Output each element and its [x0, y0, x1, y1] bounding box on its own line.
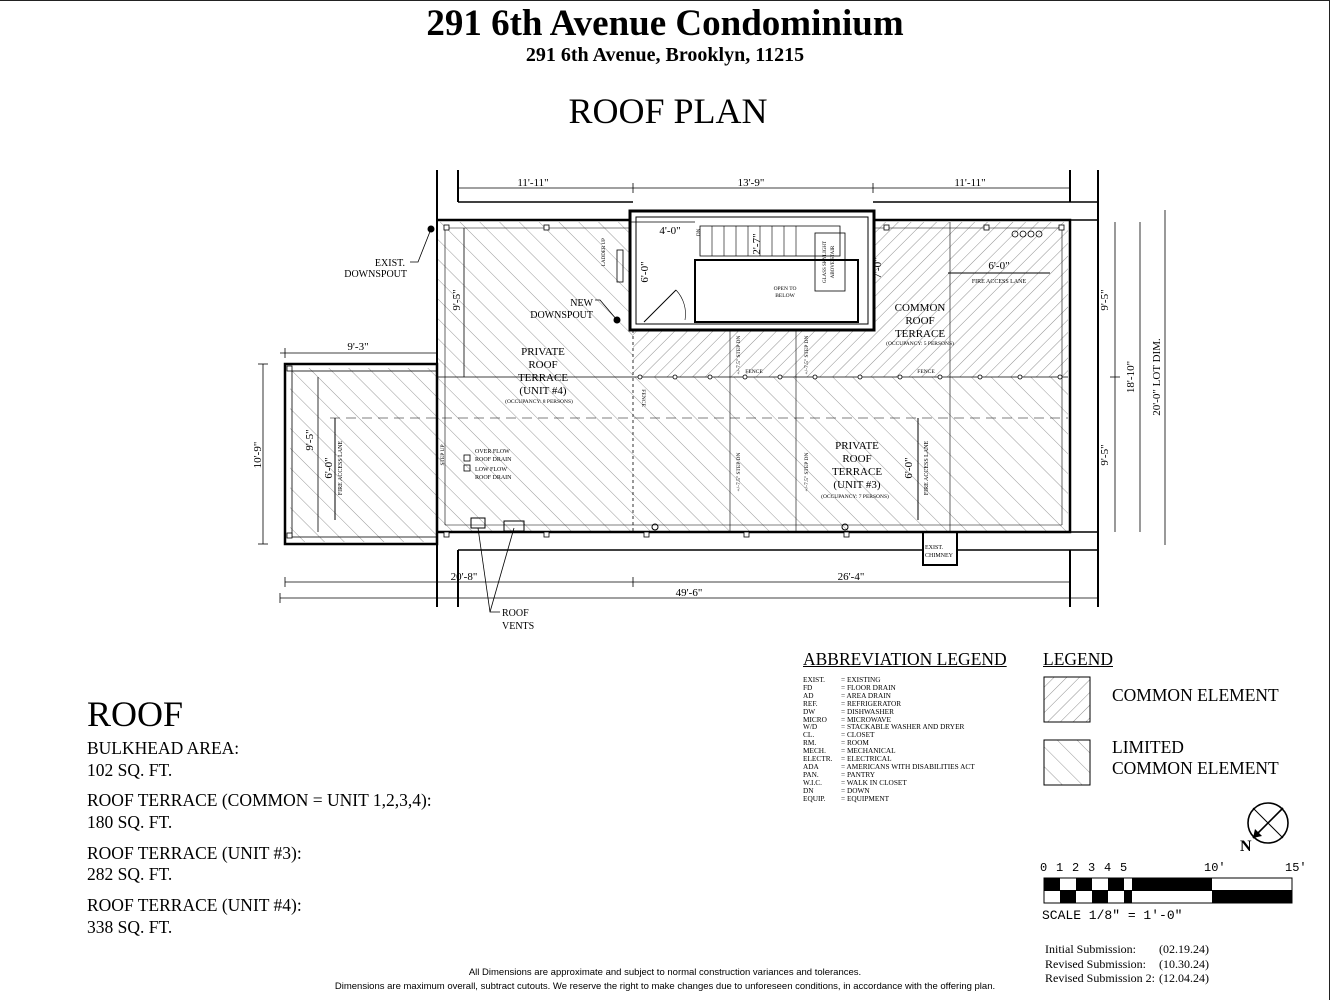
scale-text: SCALE 1/8" = 1'-0"	[1042, 908, 1183, 923]
svg-text:ROOF: ROOF	[528, 359, 558, 371]
area-label: ROOF TERRACE (UNIT #4):	[87, 895, 302, 915]
abbreviation-key: RM.	[803, 738, 817, 748]
abbreviation-meaning: = WALK IN CLOSET	[841, 777, 907, 787]
svg-text:(UNIT #4): (UNIT #4)	[519, 385, 567, 397]
svg-text:BELOW: BELOW	[775, 293, 795, 299]
svg-text:LOW FLOW: LOW FLOW	[475, 467, 508, 473]
abbreviation-meaning: = EXISTING	[841, 675, 881, 684]
abbreviation-key: DW	[803, 706, 816, 716]
limited-common-element-swatch	[1044, 740, 1090, 785]
svg-text:FIRE ACCESS LANE: FIRE ACCESS LANE	[924, 440, 930, 496]
abbreviation-key: ELECTR.	[803, 754, 833, 764]
svg-text:6'-0": 6'-0"	[988, 260, 1010, 272]
svg-text:+/-7.5" STEP DN: +/-7.5" STEP DN	[804, 452, 810, 492]
svg-text:PRIVATE: PRIVATE	[835, 440, 879, 452]
submission-label: Initial Submission:	[1045, 942, 1137, 956]
svg-text:18'-10": 18'-10"	[1125, 360, 1137, 394]
page-title: 291 6th Avenue Condominium	[426, 3, 904, 44]
svg-text:(OCCUPANCY: 5 PERSONS): (OCCUPANCY: 5 PERSONS)	[886, 341, 954, 347]
abbreviation-key: MICRO	[803, 714, 827, 724]
svg-text:ROOF: ROOF	[905, 315, 935, 327]
svg-text:13'-9": 13'-9"	[737, 177, 765, 189]
svg-text:DOWNSPOUT: DOWNSPOUT	[344, 269, 407, 280]
abbreviation-row	[803, 763, 975, 771]
submission-label: Revised Submission:	[1045, 956, 1147, 971]
scale-tick: 15'	[1285, 861, 1307, 875]
svg-text:49'-6": 49'-6"	[675, 587, 703, 599]
area-value: 102 SQ. FT.	[87, 760, 173, 780]
area-value: 338 SQ. FT.	[87, 917, 173, 937]
svg-text:EXIST.: EXIST.	[925, 545, 944, 551]
submission-date: (12.04.24)	[1159, 971, 1209, 985]
abbreviation-meaning: = EQUIPMENT	[841, 793, 890, 803]
svg-text:PRIVATE: PRIVATE	[521, 346, 565, 358]
plan-title: ROOF PLAN	[568, 91, 768, 131]
abbreviation-key: EQUIP.	[803, 793, 826, 803]
disclaimer-line-1: All Dimensions are approximate and subject to normal construction variances and tolerances.	[468, 967, 862, 978]
svg-text:TERRACE: TERRACE	[894, 328, 946, 340]
abbreviation-meaning: = CLOSET	[841, 730, 875, 740]
legend-limited-label-2: COMMON ELEMENT	[1112, 758, 1279, 778]
abbreviation-meaning: = MICROWAVE	[841, 714, 891, 724]
submission-date: (02.19.24)	[1159, 942, 1209, 956]
submission-date: (10.30.24)	[1159, 956, 1209, 971]
abbreviation-legend-title: ABBREVIATION LEGEND	[803, 649, 1007, 669]
svg-text:11'-11": 11'-11"	[954, 177, 986, 189]
svg-text:11'-11": 11'-11"	[517, 177, 549, 189]
svg-text:TERRACE: TERRACE	[517, 372, 569, 384]
svg-text:VENTS: VENTS	[502, 621, 535, 632]
area-value: 282 SQ. FT.	[87, 864, 173, 884]
svg-text:DN: DN	[697, 228, 702, 236]
svg-text:9'-5": 9'-5"	[1099, 444, 1111, 466]
svg-text:TERRACE: TERRACE	[831, 466, 883, 478]
svg-text:EXIST.: EXIST.	[374, 258, 405, 269]
abbreviation-meaning: = PANTRY	[841, 769, 876, 779]
svg-text:FENCE: FENCE	[640, 389, 646, 407]
area-label: ROOF TERRACE (COMMON = UNIT 1,2,3,4):	[87, 790, 432, 810]
scale-tick: 5	[1120, 861, 1128, 875]
svg-text:9'-3": 9'-3"	[347, 341, 369, 353]
abbreviation-key: DN	[803, 785, 814, 795]
submission-label: Revised Submission 2:	[1045, 971, 1156, 985]
svg-text:20'-8": 20'-8"	[450, 571, 478, 583]
abbreviation-key: W.I.C.	[803, 777, 822, 787]
abbreviation-meaning: = ROOM	[841, 738, 869, 748]
svg-text:+/-7.5" STEP DN: +/-7.5" STEP DN	[736, 335, 742, 375]
scale-tick: 3	[1088, 861, 1096, 875]
legend-swatches	[1044, 677, 1090, 785]
svg-text:9'-5": 9'-5"	[1099, 289, 1111, 311]
area-value: 180 SQ. FT.	[87, 812, 173, 832]
scale-bar	[1044, 878, 1292, 903]
svg-text:+/-7.5" STEP DN: +/-7.5" STEP DN	[804, 335, 810, 375]
svg-text:FENCE: FENCE	[917, 369, 935, 375]
svg-text:(UNIT #3): (UNIT #3)	[833, 479, 881, 491]
scale-tick: 0	[1040, 861, 1048, 875]
abbreviation-meaning: = ELECTRICAL	[841, 754, 892, 764]
svg-text:FIRE ACCESS LANE: FIRE ACCESS LANE	[338, 440, 344, 496]
abbreviation-key: FD	[803, 682, 813, 692]
svg-text:10'-9": 10'-9"	[252, 441, 264, 469]
area-label: ROOF TERRACE (UNIT #3):	[87, 843, 302, 863]
abbreviation-key: W/D	[803, 722, 818, 732]
abbreviation-meaning: = DOWN	[841, 785, 870, 795]
abbreviation-row	[803, 779, 975, 787]
svg-text:6'-0": 6'-0"	[639, 261, 651, 283]
abbreviation-meaning: = REFRIGERATOR	[841, 698, 902, 708]
svg-text:6'-0": 6'-0"	[903, 457, 915, 479]
svg-text:CHIMNEY: CHIMNEY	[925, 553, 953, 559]
svg-text:LADDER UP: LADDER UP	[602, 238, 607, 266]
svg-text:NEW: NEW	[570, 298, 593, 309]
page-address: 291 6th Avenue, Brooklyn, 11215	[525, 44, 805, 66]
common-area-right	[873, 222, 1068, 377]
svg-text:DOWNSPOUT: DOWNSPOUT	[530, 310, 593, 321]
abbreviation-meaning: = AREA DRAIN	[841, 690, 891, 700]
abbreviation-key: REF.	[803, 698, 818, 708]
abbreviation-meaning: = AMERICANS WITH DISABILITIES ACT	[841, 761, 975, 771]
svg-text:ROOF: ROOF	[842, 453, 872, 465]
abbreviation-key: CL.	[803, 730, 815, 740]
submission-row	[1045, 942, 1209, 957]
svg-text:STEP UP: STEP UP	[440, 444, 446, 466]
svg-text:9'-5": 9'-5"	[451, 289, 463, 311]
svg-text:ABOVE STAIR: ABOVE STAIR	[831, 245, 836, 279]
svg-text:GLASS SKYLIGHT: GLASS SKYLIGHT	[823, 240, 828, 284]
areas-heading: ROOF	[87, 694, 184, 734]
svg-text:COMMON: COMMON	[894, 302, 946, 314]
abbreviation-meaning: = STACKABLE WASHER AND DRYER	[841, 722, 965, 732]
scale-tick: 4	[1104, 861, 1112, 875]
svg-text:2'-7": 2'-7"	[751, 233, 763, 255]
svg-text:FENCE: FENCE	[745, 369, 763, 375]
abbreviation-key: ADA	[803, 761, 819, 771]
svg-text:FIRE ACCESS LANE: FIRE ACCESS LANE	[971, 279, 1027, 285]
svg-text:20'-0" LOT DIM.: 20'-0" LOT DIM.	[1151, 338, 1163, 416]
abbreviation-meaning: = DISHWASHER	[841, 706, 894, 716]
legend-title: LEGEND	[1043, 649, 1113, 669]
legend-limited-label-1: LIMITED	[1112, 737, 1184, 757]
abbreviation-row	[803, 795, 975, 803]
abbreviation-key: PAN.	[803, 769, 819, 779]
abbreviation-list	[803, 676, 975, 803]
svg-text:26'-4": 26'-4"	[837, 571, 865, 583]
abbreviation-key: AD	[803, 690, 814, 700]
svg-text:9'-5": 9'-5"	[304, 429, 316, 451]
abbreviation-meaning: = FLOOR DRAIN	[841, 682, 896, 692]
scale-tick: 1	[1056, 861, 1064, 875]
legend-common-label: COMMON ELEMENT	[1112, 685, 1279, 705]
abbreviation-row	[803, 731, 975, 739]
svg-text:7'-0": 7'-0"	[872, 257, 884, 279]
svg-text:OPEN TO: OPEN TO	[773, 286, 797, 292]
svg-text:OVER FLOW: OVER FLOW	[475, 449, 510, 455]
svg-text:+/-7.5" STEP DN: +/-7.5" STEP DN	[736, 452, 742, 492]
scale-tick: 10'	[1204, 861, 1226, 875]
svg-text:ROOF DRAIN: ROOF DRAIN	[475, 475, 512, 481]
north-label: N	[1240, 838, 1252, 855]
north-arrow-icon	[1248, 803, 1288, 843]
svg-text:(OCCUPANCY: 8 PERSONS): (OCCUPANCY: 8 PERSONS)	[505, 399, 573, 405]
abbreviation-row	[803, 723, 975, 731]
abbreviation-key: EXIST.	[803, 675, 825, 684]
svg-text:(OCCUPANCY: 7 PERSONS): (OCCUPANCY: 7 PERSONS)	[821, 494, 889, 500]
svg-text:6'-0": 6'-0"	[323, 457, 335, 479]
svg-text:ROOF DRAIN: ROOF DRAIN	[475, 457, 512, 463]
disclaimer	[0, 966, 1330, 994]
limited-area-left-extension	[290, 368, 437, 542]
scale-tick: 2	[1072, 861, 1080, 875]
abbreviation-key: MECH.	[803, 746, 826, 756]
svg-text:4'-0": 4'-0"	[659, 225, 681, 237]
svg-text:ROOF: ROOF	[502, 608, 529, 619]
disclaimer-line-2: Dimensions are maximum overall, subtract cutouts. We reserve the right to make changes due to unforeseen conditions, in accordance with the offering plan.	[334, 981, 996, 992]
area-label: BULKHEAD AREA:	[87, 738, 240, 758]
abbreviation-meaning: = MECHANICAL	[841, 746, 896, 756]
common-element-swatch	[1044, 677, 1090, 722]
